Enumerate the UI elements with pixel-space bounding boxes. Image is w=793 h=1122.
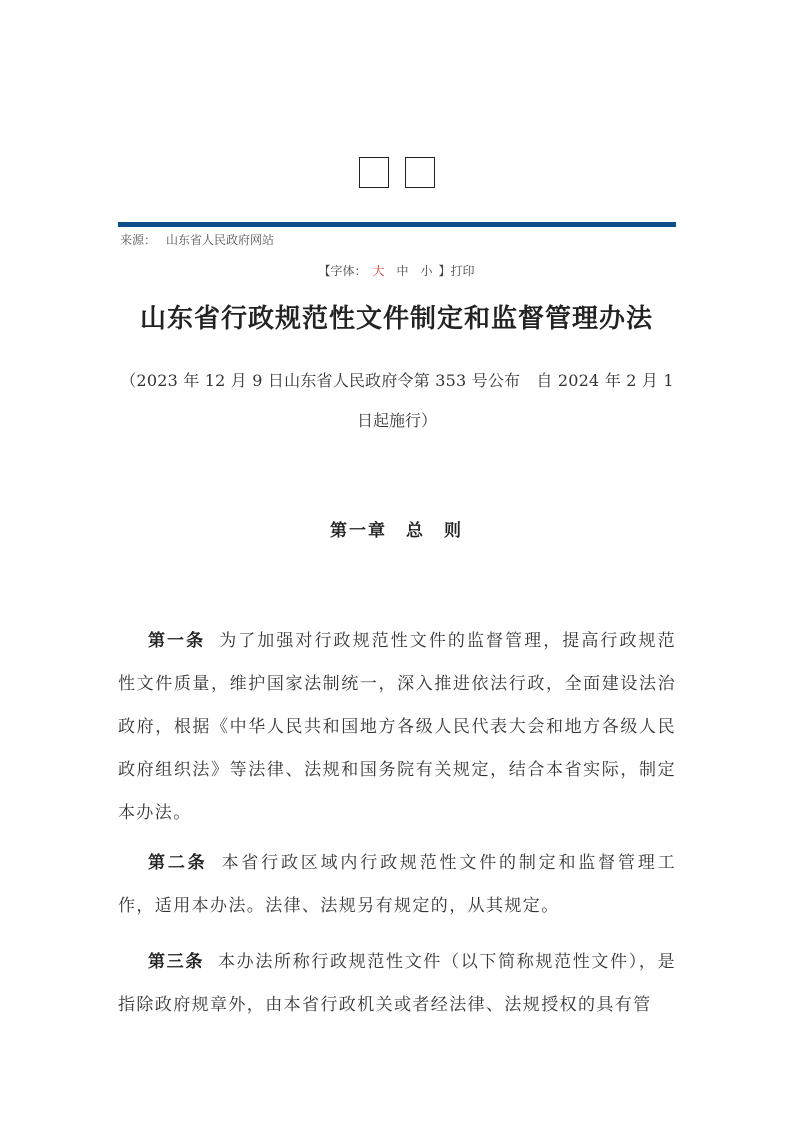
- article-1: [118, 620, 676, 835]
- article-2: [118, 842, 676, 928]
- article-text: 本省行政区域内行政规范性文件的制定和监督管理工作，适用本办法。法律、法规另有规定的，从其规定。: [118, 853, 677, 916]
- article-3: [118, 941, 676, 1027]
- document-title: 山东省行政规范性文件制定和监督管理办法: [139, 304, 653, 334]
- subtitle-line-2: 日起施行）: [356, 411, 437, 430]
- source-line: [120, 231, 274, 248]
- font-size-suffix: 】: [438, 264, 451, 278]
- source-value: 山东省人民政府网站: [166, 233, 275, 247]
- placeholder-box-icon: [405, 157, 435, 188]
- font-size-bar: [0, 262, 793, 279]
- source-label: 来源：: [120, 233, 157, 247]
- placeholder-box-icon: [359, 157, 389, 188]
- font-size-prefix: 【字体：: [318, 264, 367, 278]
- header-placeholder: [0, 157, 793, 188]
- print-link[interactable]: 打印: [450, 264, 475, 278]
- header-divider: [118, 222, 676, 227]
- font-size-large-button[interactable]: 大: [372, 264, 385, 278]
- article-text: 为了加强对行政规范性文件的监督管理，提高行政规范性文件质量，维护国家法制统一，深入推进依法行政，全面建设法治政府，根据《中华人民共和国地方各级人民代表大会和地方各级人民政府组织法》等法律、法规和国务院有关规定，结合本省实际，制定本办法。: [118, 631, 676, 823]
- article-text: 本办法所称行政规范性文件（以下简称规范性文件），是指除政府规章外，由本省行政机关或者经法律、法规授权的具有管: [118, 952, 677, 1015]
- article-number: 第一条: [148, 631, 206, 651]
- font-size-medium-button[interactable]: 中: [396, 264, 409, 278]
- font-size-small-button[interactable]: 小: [420, 264, 433, 278]
- article-number: 第二条: [148, 853, 208, 873]
- subtitle-line-1: （2023 年 12 月 9 日山东省人民政府令第 353 号公布 自 2024 年 2 月 1: [120, 371, 674, 390]
- chapter-heading: 第一章 总 则: [330, 521, 463, 541]
- article-number: 第三条: [148, 952, 205, 972]
- document-subtitle: [118, 361, 676, 441]
